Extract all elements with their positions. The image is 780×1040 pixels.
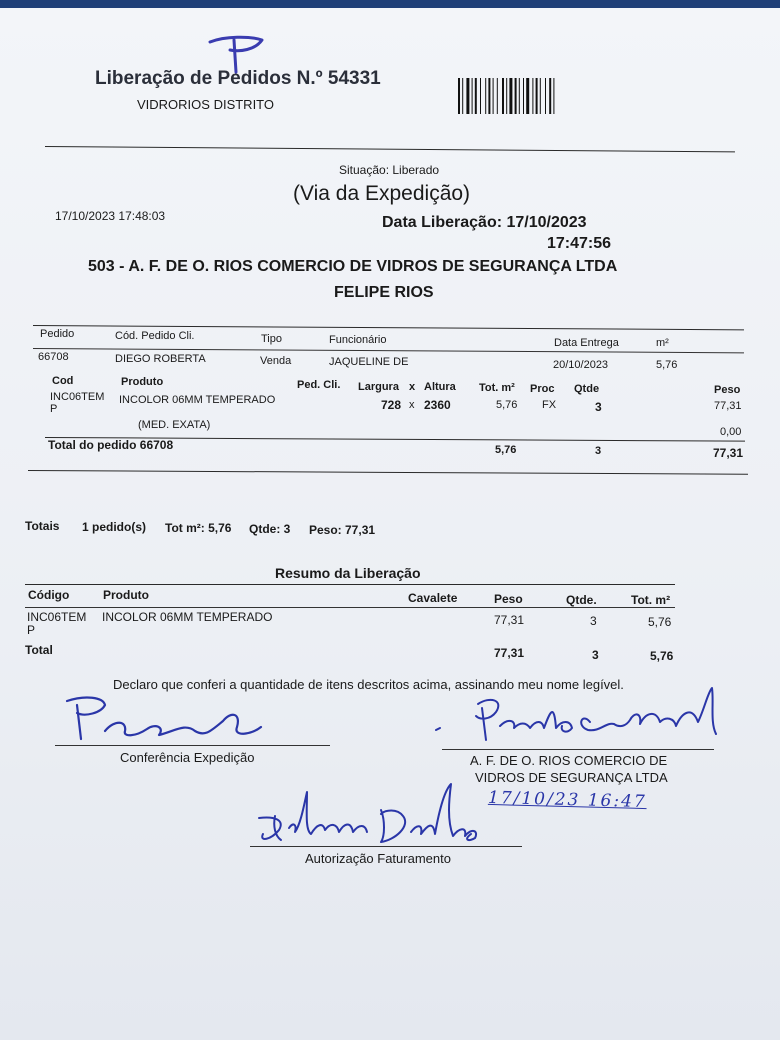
item-cod-line2: P: [50, 403, 58, 415]
item-col-proc: Proc: [530, 383, 555, 395]
via-label: (Via da Expedição): [293, 182, 471, 205]
totais-qtde: Qtde: 3: [249, 522, 291, 536]
resumo-total-tot-m2: 5,76: [650, 649, 674, 663]
resumo-col-tot-m2: Tot. m²: [631, 593, 671, 607]
item-col-largura: Largura: [358, 381, 399, 393]
resumo-top-rule: [25, 584, 675, 585]
resumo-total-peso: 77,31: [494, 646, 525, 660]
cliente-label-line2: VIDROS DE SEGURANÇA LTDA: [475, 770, 668, 785]
autorizacao-label: Autorização Faturamento: [305, 851, 451, 866]
item-obs: (MED. EXATA): [138, 419, 211, 431]
item-col-tot-m2: Tot. m²: [479, 382, 515, 394]
item-produto: INCOLOR 06MM TEMPERADO: [119, 394, 276, 406]
print-datetime: 17/10/2023 17:48:03: [55, 209, 166, 223]
row-data-entrega: 20/10/2023: [553, 359, 609, 371]
barcode: [456, 76, 578, 118]
item-col-x: x: [409, 381, 416, 393]
item-x: x: [409, 399, 415, 411]
signature-conferencia: [55, 691, 275, 751]
totais-tot-m2: Tot m²: 5,76: [165, 521, 232, 535]
item-col-peso: Peso: [714, 384, 741, 396]
totais-label: Totais: [25, 519, 60, 533]
handwritten-date: 17/10/23 16:47: [487, 787, 647, 813]
order-total-m2: 5,76: [495, 444, 517, 456]
resumo-col-produto: Produto: [103, 588, 149, 602]
col-funcionario: Funcionário: [329, 334, 387, 346]
document-title: Liberação de Pedidos N.º 54331: [95, 68, 381, 89]
resumo-row-tot-m2: 5,76: [648, 615, 672, 629]
order-total-qtde: 3: [595, 445, 602, 457]
item-largura: 728: [381, 398, 402, 412]
item-altura: 2360: [424, 398, 451, 412]
totais-pedidos: 1 pedido(s): [82, 520, 147, 534]
item-col-produto: Produto: [121, 376, 164, 388]
item-tot-m2: 5,76: [496, 399, 518, 411]
resumo-col-cavalete: Cavalete: [408, 591, 458, 605]
signature-autorizacao: [245, 780, 505, 850]
col-tipo: Tipo: [261, 333, 282, 345]
item-col-cod: Cod: [52, 375, 74, 387]
conferencia-line: [55, 745, 330, 746]
situacao-text: Situação: Liberado: [339, 163, 440, 177]
company-name: VIDRORIOS DISTRITO: [137, 97, 274, 112]
resumo-row-peso: 77,31: [494, 613, 525, 627]
resumo-total-qtde: 3: [592, 648, 599, 662]
totais-peso: Peso: 77,31: [309, 523, 376, 537]
cliente-line: [442, 749, 714, 750]
order-bottom-rule: [28, 470, 748, 475]
order-total-peso: 77,31: [713, 446, 744, 460]
resumo-row-qtde: 3: [590, 614, 597, 628]
item-col-altura: Altura: [424, 381, 456, 393]
header-divider: [45, 146, 735, 152]
row-cod-pedido-cli: DIEGO ROBERTA: [115, 353, 206, 365]
row-funcionario: JAQUELINE DE: [329, 356, 409, 368]
row-tipo: Venda: [260, 355, 292, 367]
item-cod-line1: INC06TEM: [50, 391, 105, 403]
resumo-title: Resumo da Liberação: [275, 565, 421, 581]
col-m2: m²: [656, 337, 669, 349]
row-m2: 5,76: [656, 359, 678, 371]
item-proc: FX: [542, 399, 557, 411]
resumo-header-rule: [25, 607, 675, 608]
item-peso: 77,31: [714, 400, 742, 412]
hora-liberacao: 17:47:56: [547, 235, 612, 252]
resumo-row-codigo-line1: INC06TEM: [27, 610, 87, 624]
resumo-row-produto: INCOLOR 06MM TEMPERADO: [102, 610, 273, 624]
document-page: [0, 8, 780, 1040]
customer-name: 503 - A. F. DE O. RIOS COMERCIO DE VIDROS DE SEGURANÇA LTDA: [88, 258, 618, 275]
item-col-qtde: Qtde: [574, 383, 600, 395]
autorizacao-line: [250, 846, 522, 847]
resumo-col-peso: Peso: [494, 592, 523, 606]
item-col-ped-cli: Ped. Cli.: [297, 379, 341, 391]
col-pedido: Pedido: [40, 328, 75, 340]
resumo-col-codigo: Código: [28, 588, 70, 602]
item-qtde: 3: [595, 400, 602, 414]
order-total-label: Total do pedido 66708: [48, 438, 174, 452]
conferencia-label: Conferência Expedição: [120, 750, 255, 765]
resumo-total-label: Total: [25, 643, 53, 657]
cliente-label-line1: A. F. DE O. RIOS COMERCIO DE: [470, 753, 668, 768]
row-pedido: 66708: [38, 351, 69, 363]
resumo-col-qtde: Qtde.: [566, 593, 597, 607]
data-liberacao: Data Liberação: 17/10/2023: [382, 214, 587, 231]
col-data-entrega: Data Entrega: [554, 337, 619, 349]
col-cod-pedido-cli: Cód. Pedido Cli.: [115, 330, 195, 342]
signature-cliente: [430, 682, 730, 752]
item-obs-value: 0,00: [720, 426, 742, 438]
customer-contact: FELIPE RIOS: [334, 284, 434, 301]
resumo-row-codigo-line2: P: [27, 623, 36, 637]
declaracao-text: Declaro que conferi a quantidade de itens descritos acima, assinando meu nome legível.: [113, 677, 624, 692]
